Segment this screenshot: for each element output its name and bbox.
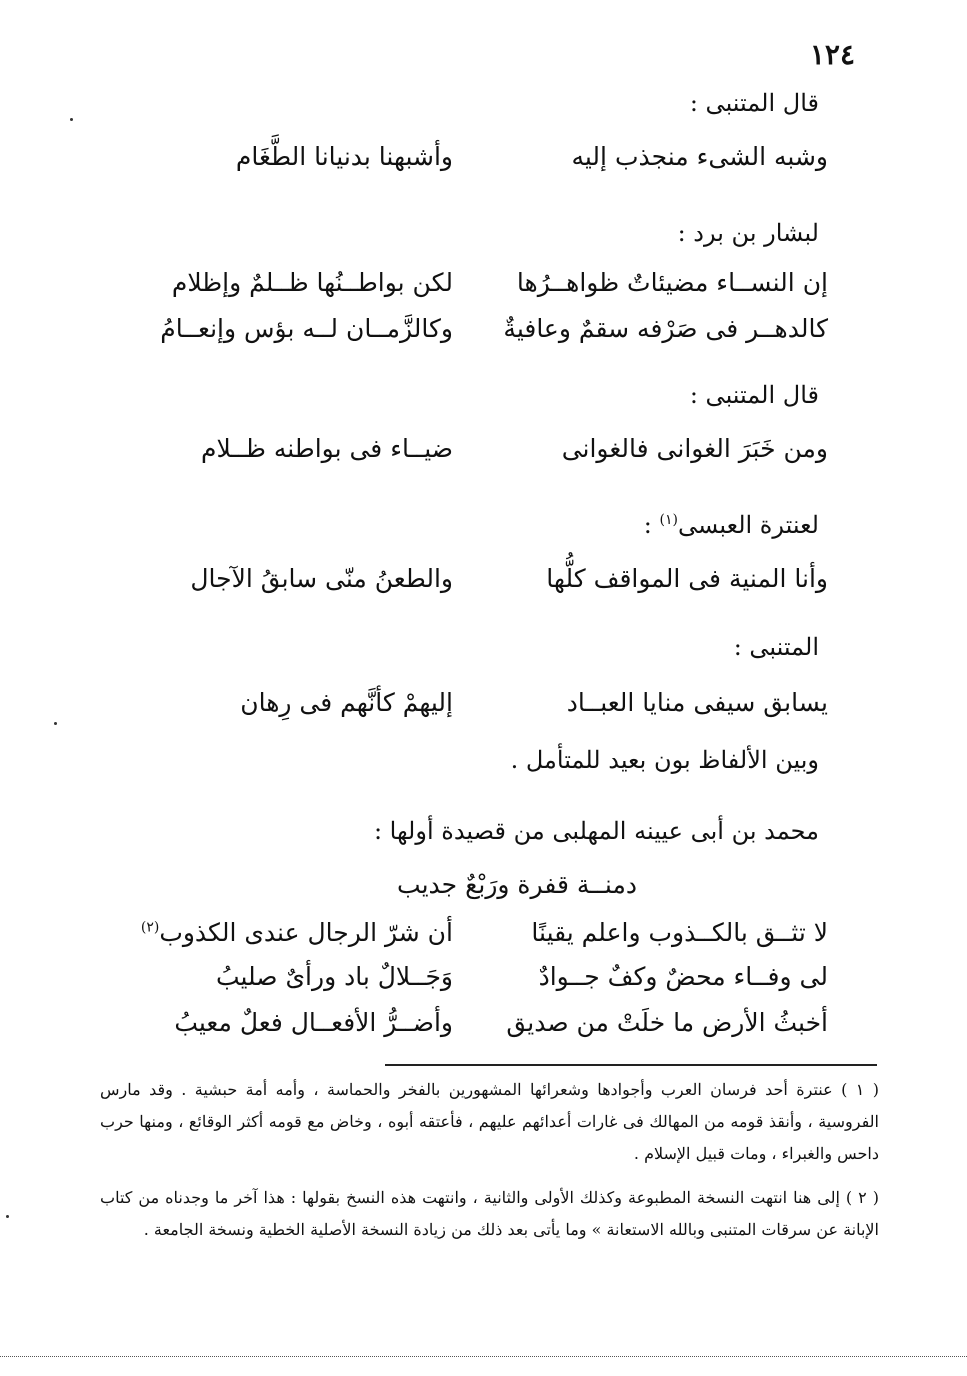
scan-speck <box>6 1215 9 1218</box>
verse-first-hemistich: ومن خَبَرَ الغوانى فالغوانى <box>561 434 828 463</box>
verse-line <box>140 962 828 1006</box>
verse-first-hemistich: وشبه الشىء منجذب إليه <box>571 142 828 171</box>
verse-line <box>140 564 828 608</box>
verse-line <box>140 688 828 732</box>
opening-verse: دمنــة قفرة ورَبْعٌ جديب <box>397 870 637 899</box>
verse-first-hemistich: لى وفــاء محضٌ وكفٌ جــوادٌ <box>538 962 828 991</box>
footnote: ( ٢ ) إلى هنا انتهت النسخة المطبوعة وكذلك الأولى والثانية ، وانتهت هذه النسخ بقولها : هذا آخر ما وجدناه من كتاب الإبانة عن سرقات المتنبى وبالله الاستعانة » وما يأتى بعد ذلك من زيادة النسخة الأصلية الخطية ونسخة الجامعة . <box>100 1188 879 1239</box>
verse-second-hemistich: وكالزَّمــان لــه بؤس وإنعــامُ <box>160 314 453 343</box>
verse-second-hemistich: وأضــرُّ الأفعــال فعلٌ معيبُ <box>174 1008 453 1037</box>
footnote: ( ١ ) عنترة أحد فرسان العرب وأجوادها وشعرائها المشهورين بالفخر والحماسة ، وأمه أمة حبشية . وقد مارس الفروسية ، وأنقذ قومه من المهالك فى غارات أعدائهم عليهم ، فأعتقه أبوه ، وخاض مع قومه أكثر الوقائع ، ومنها حرب داحس والغبراء ، ومات قبيل الإسلام . <box>100 1080 880 1163</box>
verse-line <box>140 268 828 312</box>
poet-attribution: المتنبى : <box>733 633 819 661</box>
footnote-marker: (٢) <box>140 919 160 936</box>
poet-attribution: قال المتنبى : <box>689 89 819 117</box>
verse-first-hemistich: يسابق سيفى منايا العبــاد <box>566 688 828 717</box>
poet-attribution: لبشار بن برد : <box>677 219 819 247</box>
verse-second-hemistich: وأشبهنا بدنيانا الطَّغَام <box>235 142 453 171</box>
verse-second-hemistich: والطعنُ منّى سابقُ الآجال <box>190 564 453 593</box>
scan-edge-line <box>0 1356 967 1357</box>
attribution-colon: : <box>643 511 660 539</box>
page-number: ١٢٤ <box>809 38 855 71</box>
verse-first-hemistich: أخبثُ الأرض ما خلَتْ من صديق <box>506 1008 828 1037</box>
verse-line <box>140 314 828 358</box>
footnote-separator <box>385 1064 877 1066</box>
footnote-marker: (١) <box>659 512 678 528</box>
verse-first-hemistich: وأنا المنية فى المواقف كلُّها <box>546 564 828 593</box>
verse-second-hemistich: ضيــاء فى بواطنه ظــلام <box>200 434 453 463</box>
verse-line <box>140 1008 828 1052</box>
scan-speck <box>70 118 73 121</box>
poet-attribution: محمد بن أبى عيينه المهلبى من قصيدة أولها : <box>373 817 819 845</box>
verse-second-hemistich: وَجَــلالٌ باد ورأىٌ صليبُ <box>215 962 453 991</box>
verse-second-hemistich: لكن بواطــنُها ظــلمٌ وإظلام <box>171 268 453 297</box>
verse-line <box>140 434 828 478</box>
scan-speck <box>54 722 57 725</box>
commentary-line: وبين الألفاظ بون بعيد للمتأمل . <box>510 746 819 774</box>
verse-first-hemistich: لا تثــق بالكــذوب واعلم يقينًا <box>531 918 828 947</box>
verse-second-hemistich: إليهمْ كأنَّهم فى رِهان <box>240 688 453 717</box>
verse-line <box>140 918 828 962</box>
hemistich-text: أن شرّ الرجال عندى الكذوب <box>159 918 453 947</box>
verse-first-hemistich: كالدهــر فى صَرْفه سقمٌ وعافيةٌ <box>503 314 828 343</box>
verse-first-hemistich: إن النســاء مضيئاتٌ ظواهــرُها <box>516 268 828 297</box>
verse-line <box>140 142 828 186</box>
attribution-text: لعنترة العبسى <box>677 511 819 539</box>
poet-attribution <box>644 510 819 541</box>
verse-second-hemistich <box>141 918 453 947</box>
poet-attribution: قال المتنبى : <box>689 381 819 409</box>
